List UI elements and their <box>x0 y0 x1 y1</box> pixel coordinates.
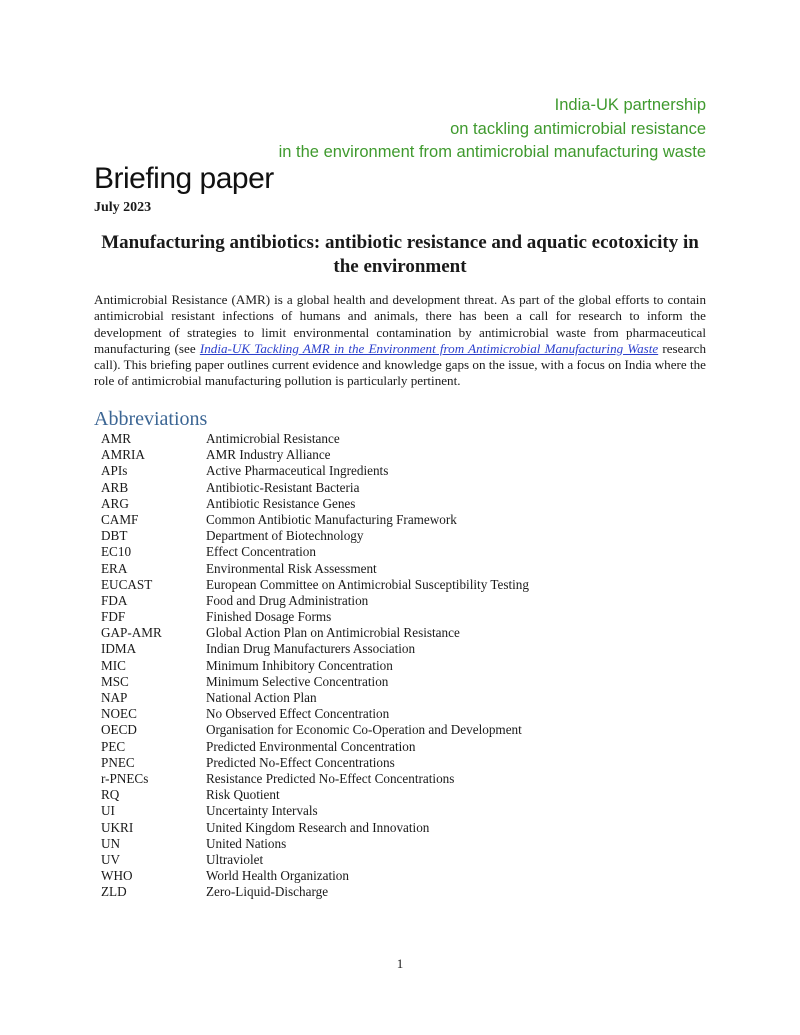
abbreviation-definition: Environmental Risk Assessment <box>206 560 377 576</box>
abbreviation-definition: Minimum Inhibitory Concentration <box>206 657 393 673</box>
abbreviation-row <box>101 528 701 544</box>
abbreviation-row <box>101 447 701 463</box>
abbreviation-definition: Antibiotic Resistance Genes <box>206 495 356 511</box>
abbreviation-row <box>101 577 701 593</box>
abbreviation-term: UKRI <box>101 819 134 835</box>
intro-text-before: Antimicrobial Resistance (AMR) is a global health and development threat. As part of the global efforts to contain antimicrobial resistant infections of humans and animals, there has been a call for research to inform the development of strategies to limit environmental contamination by antimicrobial waste from pharmaceutical manufacturing (see <box>94 292 706 356</box>
abbreviation-term: ZLD <box>101 884 127 900</box>
abbreviation-row <box>101 496 701 512</box>
abbreviation-term: MSC <box>101 673 129 689</box>
abbreviation-definition: National Action Plan <box>206 690 317 705</box>
abbreviation-row <box>101 884 701 900</box>
abbreviation-row <box>101 625 701 641</box>
abbreviation-row <box>101 690 701 706</box>
partnership-line-3: in the environment from antimicrobial manufacturing waste <box>278 143 706 161</box>
abbreviation-term: CAMF <box>101 511 139 527</box>
abbreviation-row <box>101 868 701 884</box>
abbreviation-row <box>101 658 701 674</box>
abbreviation-definition: Antibiotic-Resistant Bacteria <box>206 479 360 495</box>
intro-text-after: research call). This briefing paper outlines current evidence and knowledge gaps on the issue, with a focus on India where the role of antimicrobial manufacturing pollution is particularly pertinent. <box>94 340 706 389</box>
abbreviation-definition: Global Action Plan on Antimicrobial Resistance <box>206 625 460 641</box>
abbreviation-definition: Common Antibiotic Manufacturing Framework <box>206 511 457 527</box>
abbreviation-term: NAP <box>101 690 128 705</box>
abbreviation-row <box>101 771 701 787</box>
abbreviation-definition: Risk Quotient <box>206 787 280 803</box>
abbreviations-heading: Abbreviations <box>94 408 208 430</box>
abbreviation-term: r-PNECs <box>101 770 149 786</box>
partnership-header <box>279 94 706 165</box>
abbreviation-definition: United Kingdom Research and Innovation <box>206 819 430 835</box>
abbreviation-definition: Active Pharmaceutical Ingredients <box>206 463 389 479</box>
document-date: July 2023 <box>94 200 152 215</box>
abbreviation-term: FDF <box>101 609 126 625</box>
abbreviation-term: IDMA <box>101 641 137 657</box>
abbreviation-definition: United Nations <box>206 835 287 851</box>
abbreviation-row <box>101 836 701 852</box>
abbreviation-term: PNEC <box>101 754 135 770</box>
abbreviation-term: MIC <box>101 657 126 673</box>
abbreviation-definition: Organisation for Economic Co-Operation and Development <box>206 722 522 738</box>
abbreviation-row <box>101 641 701 657</box>
abbreviation-row <box>101 739 701 755</box>
abbreviation-row <box>101 609 701 625</box>
abbreviation-term: ERA <box>101 560 128 576</box>
research-call-link[interactable]: India-UK Tackling AMR in the Environment from Antimicrobial Manufacturing Waste <box>199 340 659 356</box>
partnership-line-2: on tackling antimicrobial resistance <box>450 119 706 138</box>
partnership-line-1: India-UK partnership <box>554 96 706 114</box>
abbreviation-row <box>101 755 701 771</box>
abbreviation-definition: Predicted Environmental Concentration <box>206 738 416 754</box>
abbreviation-definition: Antimicrobial Resistance <box>206 431 340 446</box>
abbreviation-definition: World Health Organization <box>206 868 349 884</box>
abbreviation-row <box>101 787 701 803</box>
abbreviation-term: ARG <box>101 495 129 511</box>
abbreviation-row <box>101 463 701 479</box>
abbreviation-row <box>101 593 701 609</box>
abbreviation-definition: Uncertainty Intervals <box>206 803 318 819</box>
abbreviation-term: AMRIA <box>101 447 145 463</box>
abbreviation-term: WHO <box>101 868 133 884</box>
abbreviation-term: FDA <box>101 592 128 608</box>
abbreviation-definition: Finished Dosage Forms <box>206 609 332 625</box>
abbreviation-row <box>101 561 701 577</box>
abbreviation-term: UV <box>101 851 121 867</box>
abbreviation-term: APIs <box>101 463 128 479</box>
abbreviation-term: GAP-AMR <box>101 625 162 641</box>
abbreviation-term: DBT <box>101 528 128 544</box>
abbreviation-term: OECD <box>101 722 137 738</box>
abbreviation-row <box>101 803 701 819</box>
abbreviation-definition: Food and Drug Administration <box>206 592 369 608</box>
abbreviation-term: PEC <box>101 738 126 754</box>
abbreviation-term: ARB <box>101 479 129 495</box>
abbreviation-term: RQ <box>101 787 120 803</box>
abbreviation-row <box>101 722 701 738</box>
abbreviation-row <box>101 512 701 528</box>
abbreviation-definition: Zero-Liquid-Discharge <box>206 884 329 900</box>
abbreviation-definition: Predicted No-Effect Concentrations <box>206 754 395 770</box>
abbreviation-row <box>101 480 701 496</box>
paper-heading: Manufacturing antibiotics: antibiotic resistance and aquatic ecotoxicity in the environment <box>101 232 699 277</box>
abbreviation-row <box>101 431 701 447</box>
abbreviation-term: UI <box>101 803 115 819</box>
abbreviation-term: AMR <box>101 431 132 446</box>
page-number: 1 <box>396 956 404 971</box>
abbreviation-definition: Ultraviolet <box>206 851 264 867</box>
intro-paragraph <box>94 292 706 390</box>
abbreviation-term: EC10 <box>101 544 132 560</box>
abbreviation-definition: AMR Industry Alliance <box>206 447 331 463</box>
abbreviation-definition: Department of Biotechnology <box>206 528 364 544</box>
abbreviation-definition: Indian Drug Manufacturers Association <box>206 641 416 657</box>
abbreviation-row <box>101 852 701 868</box>
abbreviation-definition: Resistance Predicted No-Effect Concentrations <box>206 770 455 786</box>
abbreviation-row <box>101 706 701 722</box>
abbreviation-row <box>101 820 701 836</box>
abbreviation-row <box>101 544 701 560</box>
abbreviations-list <box>101 431 701 900</box>
abbreviation-definition: Effect Concentration <box>206 544 316 560</box>
abbreviation-term: UN <box>101 835 121 851</box>
abbreviation-definition: No Observed Effect Concentration <box>206 706 390 722</box>
abbreviation-term: EUCAST <box>101 576 153 592</box>
document-title: Briefing paper <box>94 162 274 195</box>
abbreviation-row <box>101 674 701 690</box>
abbreviation-definition: European Committee on Antimicrobial Susceptibility Testing <box>206 576 529 592</box>
abbreviation-definition: Minimum Selective Concentration <box>206 673 389 689</box>
abbreviation-term: NOEC <box>101 706 137 722</box>
